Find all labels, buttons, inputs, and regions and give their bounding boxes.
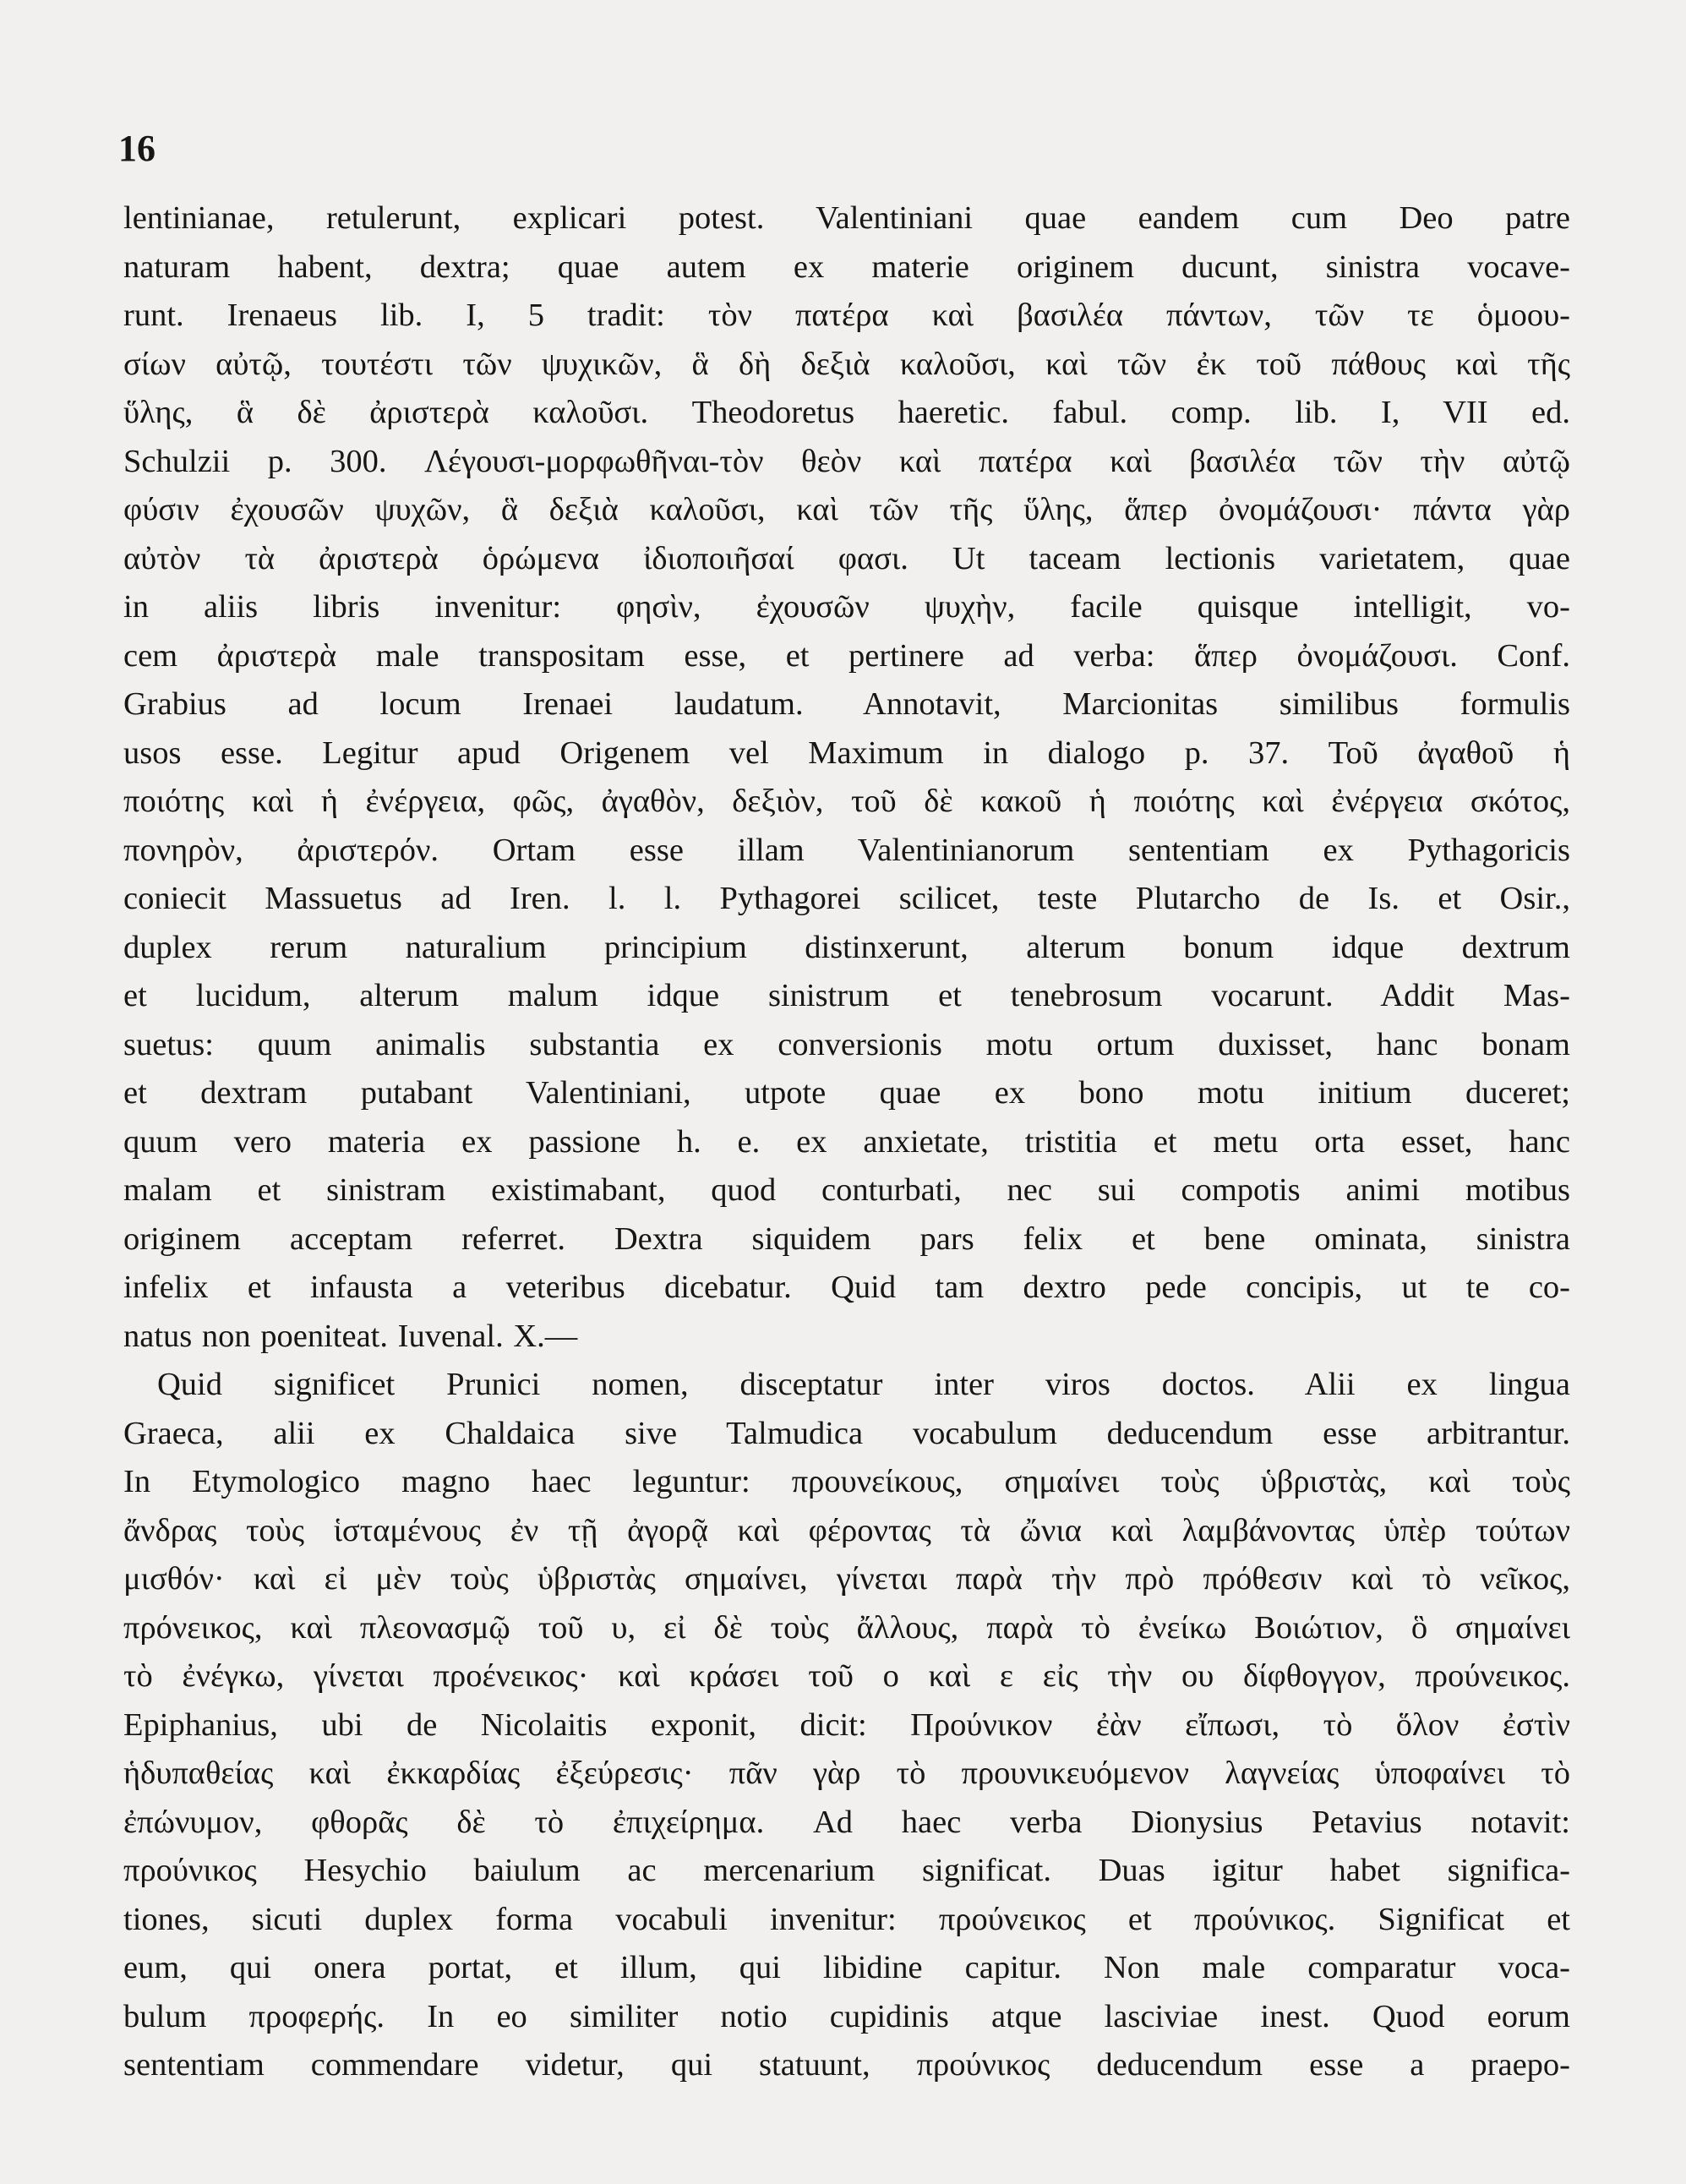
text-line: ὕλης, ἃ δὲ ἀριστερὰ καλοῦσι. Theodoretus haeretic. fabul. comp. lib. I, VII ed. xyxy=(123,395,1570,430)
text-line: Grabius ad locum Irenaei laudatum. Annotavit, Marcionitas similibus formulis xyxy=(123,686,1570,722)
text-line: in aliis libris invenitur: φησὶν, ἐχουσῶν ψυχὴν, facile quisque intelligit, vo- xyxy=(123,589,1570,625)
text-line: malam et sinistram existimabant, quod conturbati, nec sui compotis animi motibus xyxy=(123,1172,1570,1208)
text-line: cem ἀριστερὰ male transpositam esse, et pertinere ad verba: ἅπερ ὀνομάζουσι. Conf. xyxy=(123,637,1570,674)
text-line: lentinianae, retulerunt, explicari potest. Valentiniani quae eandem cum Deo patre xyxy=(123,200,1570,236)
text-line: naturam habent, dextra; quae autem ex materie originem ducunt, sinistra vocave- xyxy=(123,248,1570,285)
text-line: ἄνδρας τοὺς ἱσταμένους ἐν τῇ ἀγορᾷ καὶ φέροντας τὰ ὤνια καὶ λαμβάνοντας ὑπὲρ τούτων xyxy=(123,1512,1570,1548)
text-line: φύσιν ἐχουσῶν ψυχῶν, ἃ δεξιὰ καλοῦσι, καὶ τῶν τῆς ὕλης, ἅπερ ὀνομάζουσι· πάντα γὰρ xyxy=(123,492,1570,527)
text-line: natus non poeniteat. Iuvenal. X.— xyxy=(123,1318,578,1354)
page-number: 16 xyxy=(118,128,156,169)
text-line: προύνικος Hesychio baiulum ac mercenarium significat. Duas igitur habet significa- xyxy=(123,1853,1570,1888)
text-line: μισθόν· καὶ εἰ μὲν τοὺς ὑβριστὰς σημαίνει, γίνεται παρὰ τὴν πρὸ πρόθεσιν καὶ τὸ νεῖκος, xyxy=(123,1561,1570,1597)
text-line: πονηρὸν, ἀριστερόν. Ortam esse illam Valentinianorum sententiam ex Pythagoricis xyxy=(123,832,1570,868)
text-line: quum vero materia ex passione h. e. ex anxietate, tristitia et metu orta esset, hanc xyxy=(123,1123,1570,1160)
text-line: usos esse. Legitur apud Origenem vel Maximum in dialogo p. 37. Τοῦ ἀγαθοῦ ἡ xyxy=(123,734,1570,771)
text-line: σίων αὐτῷ, τουτέστι τῶν ψυχικῶν, ἃ δὴ δεξιὰ καλοῦσι, καὶ τῶν ἐκ τοῦ πάθους καὶ τῆς xyxy=(123,346,1570,382)
text-line: πρόνεικος, καὶ πλεονασμῷ τοῦ υ, εἰ δὲ τοὺς ἄλλους, παρὰ τὸ ἐνείκω Βοιώτιον, ὃ σημαίνει xyxy=(123,1609,1570,1646)
body-text xyxy=(123,194,1570,2090)
text-line: ἡδυπαθείας καὶ ἐκκαρδίας ἐξεύρεσις· πᾶν γὰρ τὸ προυνικευόμενον λαγνείας ὑποφαίνει τὸ xyxy=(123,1755,1570,1791)
text-line: sententiam commendare videtur, qui statuunt, προύνικος deducendum esse a praepo- xyxy=(123,2047,1570,2083)
text-line: tiones, sicuti duplex forma vocabuli invenitur: προύνεικος et προύνικος. Significat et xyxy=(123,1901,1570,1937)
text-line: In Etymologico magno haec leguntur: προυνείκους, σημαίνει τοὺς ὑβριστὰς, καὶ τοὺς xyxy=(123,1464,1570,1499)
text-line: τὸ ἐνέγκω, γίνεται προένεικος· καὶ κράσει τοῦ ο καὶ ε εἰς τὴν ου δίφθογγον, προύνεικος. xyxy=(123,1658,1570,1694)
text-line: Graeca, alii ex Chaldaica sive Talmudica vocabulum deducendum esse arbitrantur. xyxy=(123,1415,1570,1451)
text-line: Schulzii p. 300. Λέγουσι-μορφωθῆναι-τὸν θεὸν καὶ πατέρα καὶ βασιλέα τῶν τὴν αὐτῷ xyxy=(123,443,1570,479)
text-line: ἐπώνυμον, φθορᾶς δὲ τὸ ἐπιχείρημα. Ad haec verba Dionysius Petavius notavit: xyxy=(123,1804,1570,1840)
text-line: infelix et infausta a veteribus dicebatur. Quid tam dextro pede concipis, ut te co- xyxy=(123,1269,1570,1305)
text-line: et dextram putabant Valentiniani, utpote quae ex bono motu initium duceret; xyxy=(123,1075,1570,1111)
text-line: suetus: quum animalis substantia ex conversionis motu ortum duxisset, hanc bonam xyxy=(123,1026,1570,1062)
text-line: runt. Irenaeus lib. I, 5 tradit: τὸν πατέρα καὶ βασιλέα πάντων, τῶν τε ὁμοου- xyxy=(123,298,1570,333)
text-line: ποιότης καὶ ἡ ἐνέργεια, φῶς, ἀγαθὸν, δεξιὸν, τοῦ δὲ κακοῦ ἡ ποιότης καὶ ἐνέργεια σκότος, xyxy=(123,784,1570,819)
text-line: Epiphanius, ubi de Nicolaitis exponit, dicit: Προύνικον ἐὰν εἴπωσι, τὸ ὅλον ἐστὶν xyxy=(123,1706,1570,1743)
text-line: coniecit Massuetus ad Iren. l. l. Pythagorei scilicet, teste Plutarcho de Is. et Osir., xyxy=(123,881,1570,916)
text-line: et lucidum, alterum malum idque sinistrum et tenebrosum vocarunt. Addit Mas- xyxy=(123,978,1570,1013)
text-line: bulum προφερής. In eo similiter notio cupidinis atque lasciviae inest. Quod eorum xyxy=(123,1998,1570,2034)
text-line: duplex rerum naturalium principium distinxerunt, alterum bonum idque dextrum xyxy=(123,929,1570,965)
text-line: originem acceptam referret. Dextra siquidem pars felix et bene ominata, sinistra xyxy=(123,1220,1570,1257)
text-line: αὐτὸν τὰ ἀριστερὰ ὁρώμενα ἰδιοποιῆσαί φασι. Ut taceam lectionis varietatem, quae xyxy=(123,540,1570,576)
text-line: Quid significet Prunici nomen, disceptatur inter viros doctos. Alii ex lingua xyxy=(157,1367,1570,1402)
text-line: eum, qui onera portat, et illum, qui libidine capitur. Non male comparatur voca- xyxy=(123,1950,1570,1985)
